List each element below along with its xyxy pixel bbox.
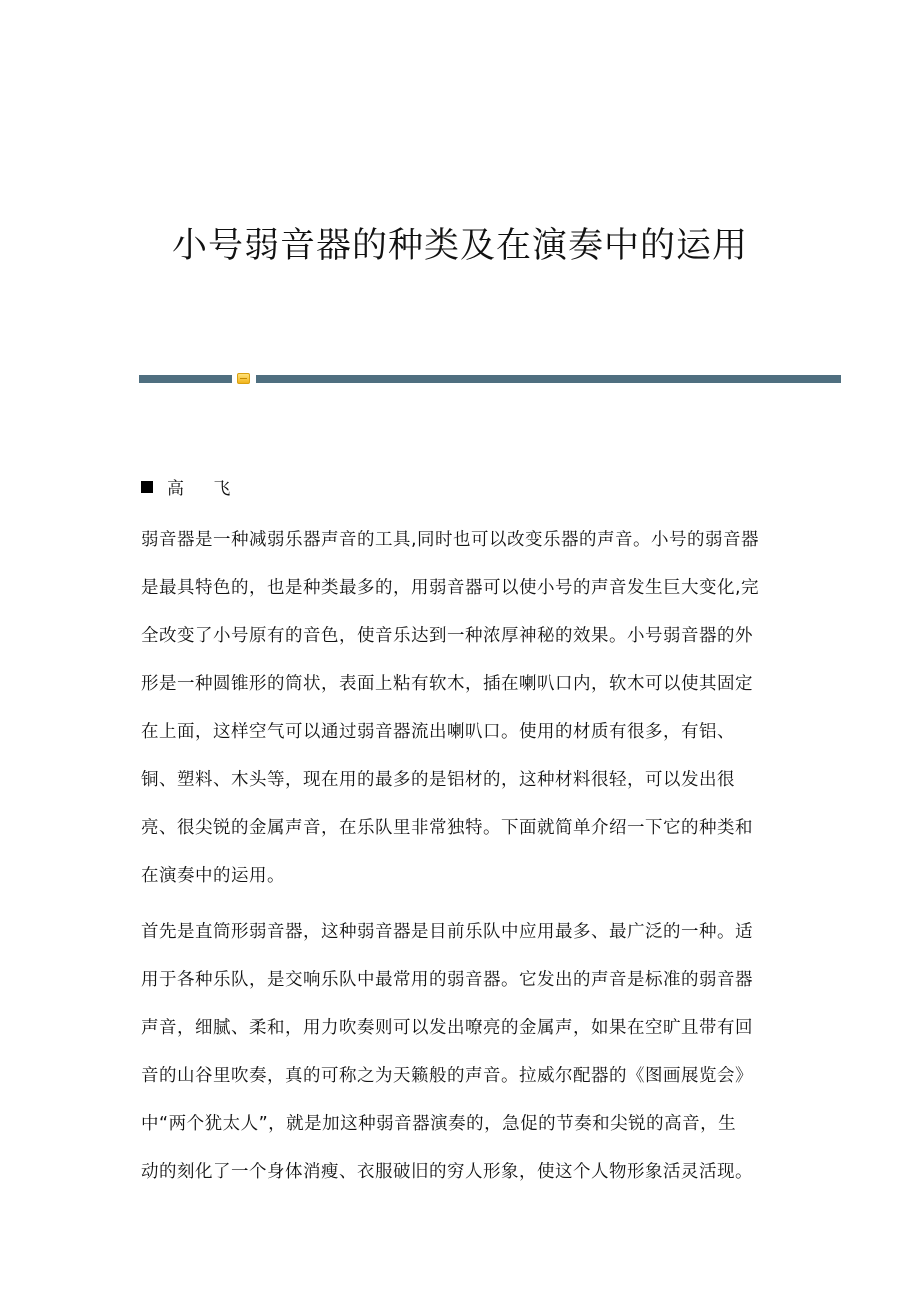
text-line: 铜、塑料、木头等，现在用的最多的是铝材的，这种材料很轻，可以发出很 — [141, 770, 735, 790]
paragraph-2 — [141, 920, 753, 1208]
document-title: 小号弱音器的种类及在演奏中的运用 — [171, 226, 748, 266]
text-line: 用于各种乐队，是交响乐队中最常用的弱音器。它发出的声音是标准的弱音器 — [141, 970, 753, 990]
square-bullet-icon — [141, 481, 153, 493]
text-line: 全改变了小号原有的音色，使音乐达到一种浓厚神秘的效果。小号弱音器的外 — [141, 626, 753, 646]
text-line: 弱音器是一种减弱乐器声音的工具,同时也可以改变乐器的声音。小号的弱音器 — [141, 530, 760, 550]
text-line: 中“两个犹太人”，就是加这种弱音器演奏的，急促的节奏和尖锐的高音，生 — [141, 1114, 737, 1134]
text-line: 亮、很尖锐的金属声音，在乐队里非常独特。下面就简单介绍一下它的种类和 — [141, 818, 753, 838]
text-line: 是最具特色的，也是种类最多的，用弱音器可以使小号的声音发生巨大变化,完 — [141, 578, 760, 598]
text-line: 在上面，这样空气可以通过弱音器流出喇叭口。使用的材质有很多，有铝、 — [141, 722, 735, 742]
title-rule-left — [139, 375, 232, 383]
text-line: 形是一种圆锥形的筒状，表面上粘有软木，插在喇叭口内，软木可以使其固定 — [141, 674, 753, 694]
author-line — [141, 474, 242, 499]
text-line: 首先是直筒形弱音器，这种弱音器是目前乐队中应用最多、最广泛的一种。适 — [141, 922, 753, 942]
text-line: 动的刻化了一个身体消瘦、衣服破旧的穷人形象，使这个人物形象活灵活现。 — [141, 1162, 753, 1182]
ornament-icon — [237, 373, 250, 384]
text-line: 声音，细腻、柔和，用力吹奏则可以发出嘹亮的金属声，如果在空旷且带有回 — [141, 1018, 753, 1038]
paragraph-1 — [141, 528, 759, 912]
text-line: 音的山谷里吹奏，真的可称之为天籁般的声音。拉威尔配器的《图画展览会》 — [141, 1066, 753, 1086]
author-name: 高 飞 — [167, 479, 243, 499]
title-rule-right — [256, 375, 841, 383]
text-line: 在演奏中的运用。 — [141, 866, 285, 886]
